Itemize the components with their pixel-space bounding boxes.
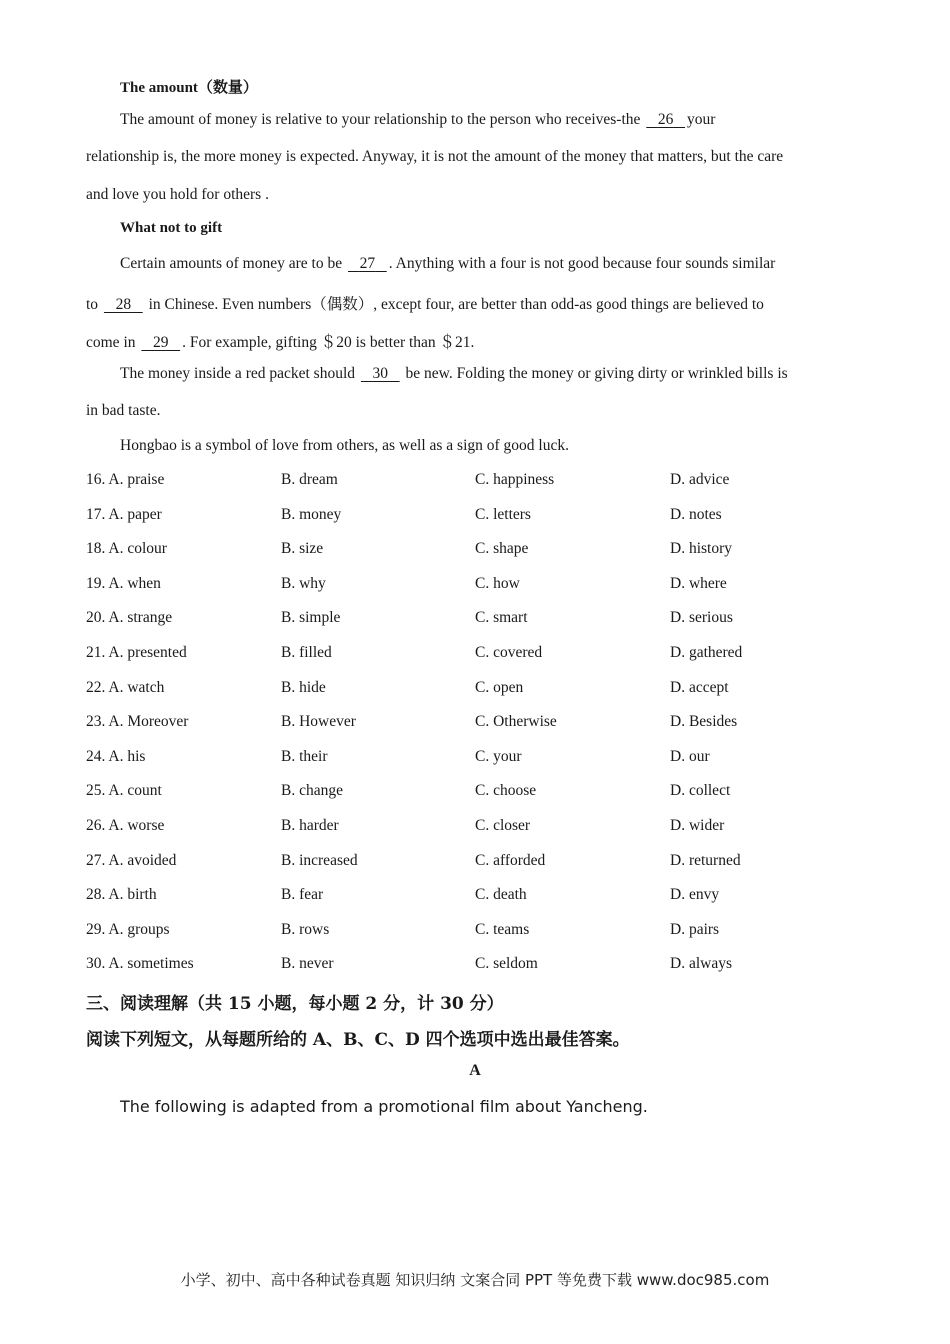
option-c: C. happiness [475,471,555,488]
option-b: B. fear [281,886,324,904]
option-c: C. smart [475,609,528,627]
footer-text: 小学、初中、高中各种试卷真题 知识归纳 文案合同 PPT 等免费下载 www.doc985.com [180,1271,770,1289]
option-b: B. harder [281,817,339,834]
closing-line: Hongbao is a symbol of love from others, as well as a sign of good luck. [120,437,569,454]
option-a: 23. A. Moreover [86,713,189,731]
blank-26 [644,111,687,128]
option-d: D. returned [670,851,741,869]
option-a: 22. A. watch [86,678,165,696]
blank-30 [359,365,402,382]
option-c: C. letters [475,505,531,523]
option-d: D. where [670,574,727,592]
gift-paragraph-line-2 [86,292,764,314]
blank-29-number: 29 [153,334,169,351]
option-b: B. rows [281,920,330,938]
blank-29 [139,334,182,351]
option-d: D. envy [670,886,720,904]
option-c: C. Otherwise [475,713,557,731]
blank-28-number: 28 [115,296,132,313]
option-a: 18. A. colour [86,540,167,558]
option-d: D. collect [670,782,731,800]
option-row [86,644,886,666]
gift-line4-post: be new. Folding the money or giving dirty or wrinkled bills is [401,365,788,382]
passage-intro: The following is adapted from a promotional film about Yancheng. [120,1097,648,1116]
option-a: 21. A. presented [86,644,187,661]
option-d: D. always [670,955,732,973]
option-d: D. accept [670,678,729,696]
gift-text-pre: Certain amounts of money are to be [120,255,346,272]
amount-text-post: your [687,111,716,128]
option-d: D. wider [670,817,725,834]
section-heading-what-not-to-gift: What not to gift [120,220,223,236]
option-row [86,817,886,839]
option-d: D. our [670,747,710,765]
option-row [86,540,886,562]
amount-paragraph-line-1 [120,111,715,129]
option-row [86,713,886,735]
option-a: 29. A. groups [86,920,170,938]
blank-30-number: 30 [372,365,389,382]
option-b: B. their [281,747,328,765]
reading-instruction: 阅读下列短文，从每题所给的 A、B、C、D 四个选项中选出最佳答案。 [86,1030,630,1050]
option-c: C. open [475,678,524,696]
option-row [86,748,886,770]
option-c: C. your [475,747,522,765]
option-b: B. simple [281,609,341,627]
option-d: D. gathered [670,644,743,661]
option-d: D. serious [670,609,733,627]
option-c: C. teams [475,920,530,938]
option-row [86,609,886,631]
section-heading-amount: The amount（数量） [120,80,258,96]
blank-27 [346,255,389,272]
option-row [86,471,886,493]
option-row [86,575,886,597]
amount-paragraph-line-2: relationship is, the more money is expected. Anyway, it is not the amount of the money that matters, but the care [86,148,784,165]
option-a: 20. A. strange [86,609,173,627]
option-a: 26. A. worse [86,817,165,834]
gift-line3-pre: come in [86,334,140,351]
option-row [86,506,886,528]
option-c: C. choose [475,782,537,800]
option-b: B. money [281,505,342,523]
option-b: B. never [281,955,334,973]
option-b: B. dream [281,471,338,488]
gift-paragraph-line-5: in bad taste. [86,402,161,419]
option-c: C. afforded [475,851,546,869]
option-d: D. advice [670,471,730,488]
option-a: 30. A. sometimes [86,955,194,973]
gift-text-post: . Anything with a four is not good because four sounds similar [388,255,776,272]
option-a: 16. A. praise [86,471,165,488]
option-a: 25. A. count [86,782,162,800]
option-row [86,886,886,908]
option-a: 19. A. when [86,574,161,592]
option-b: B. size [281,540,324,558]
gift-paragraph-line-1 [120,255,775,273]
option-row [86,782,886,804]
gift-paragraph-line-3 [86,330,474,352]
option-c: C. seldom [475,955,538,973]
option-row [86,955,886,977]
option-d: D. pairs [670,920,720,938]
gift-line2-pre: to [86,296,102,313]
option-b: B. change [281,782,343,800]
gift-line3-post: . For example, gifting ＄20 is better than ＄21. [182,334,475,351]
option-a: 24. A. his [86,747,146,765]
option-row [86,679,886,701]
option-row [86,921,886,943]
option-c: C. closer [475,817,531,834]
passage-label: A [469,1062,481,1079]
blank-28 [102,296,145,313]
option-d: D. notes [670,505,722,523]
option-d: D. Besides [670,713,738,731]
option-b: B. increased [281,851,358,869]
option-a: 27. A. avoided [86,851,177,869]
option-a: 17. A. paper [86,505,162,523]
gift-line4-pre: The money inside a red packet should [120,365,359,382]
option-c: C. shape [475,540,529,558]
option-a: 28. A. birth [86,886,157,904]
amount-text-pre: The amount of money is relative to your relationship to the person who receives-the [120,111,645,128]
option-b: B. However [281,713,356,731]
option-d: D. history [670,540,732,558]
option-c: C. how [475,574,520,592]
option-b: B. why [281,574,326,592]
option-c: C. covered [475,644,543,661]
option-row [86,852,886,874]
option-b: B. hide [281,678,326,696]
option-c: C. death [475,886,527,904]
blank-27-number: 27 [359,255,376,272]
reading-section-title: 三、阅读理解（共 15 小题，每小题 2 分，计 30 分） [86,994,504,1014]
gift-paragraph-line-4 [120,365,788,383]
gift-line2-post: in Chinese. Even numbers（偶数）, except four, are better than odd-as good things are believed to [144,296,764,313]
option-b: B. filled [281,644,332,661]
blank-26-number: 26 [657,111,674,128]
amount-paragraph-line-3: and love you hold for others . [86,186,269,203]
